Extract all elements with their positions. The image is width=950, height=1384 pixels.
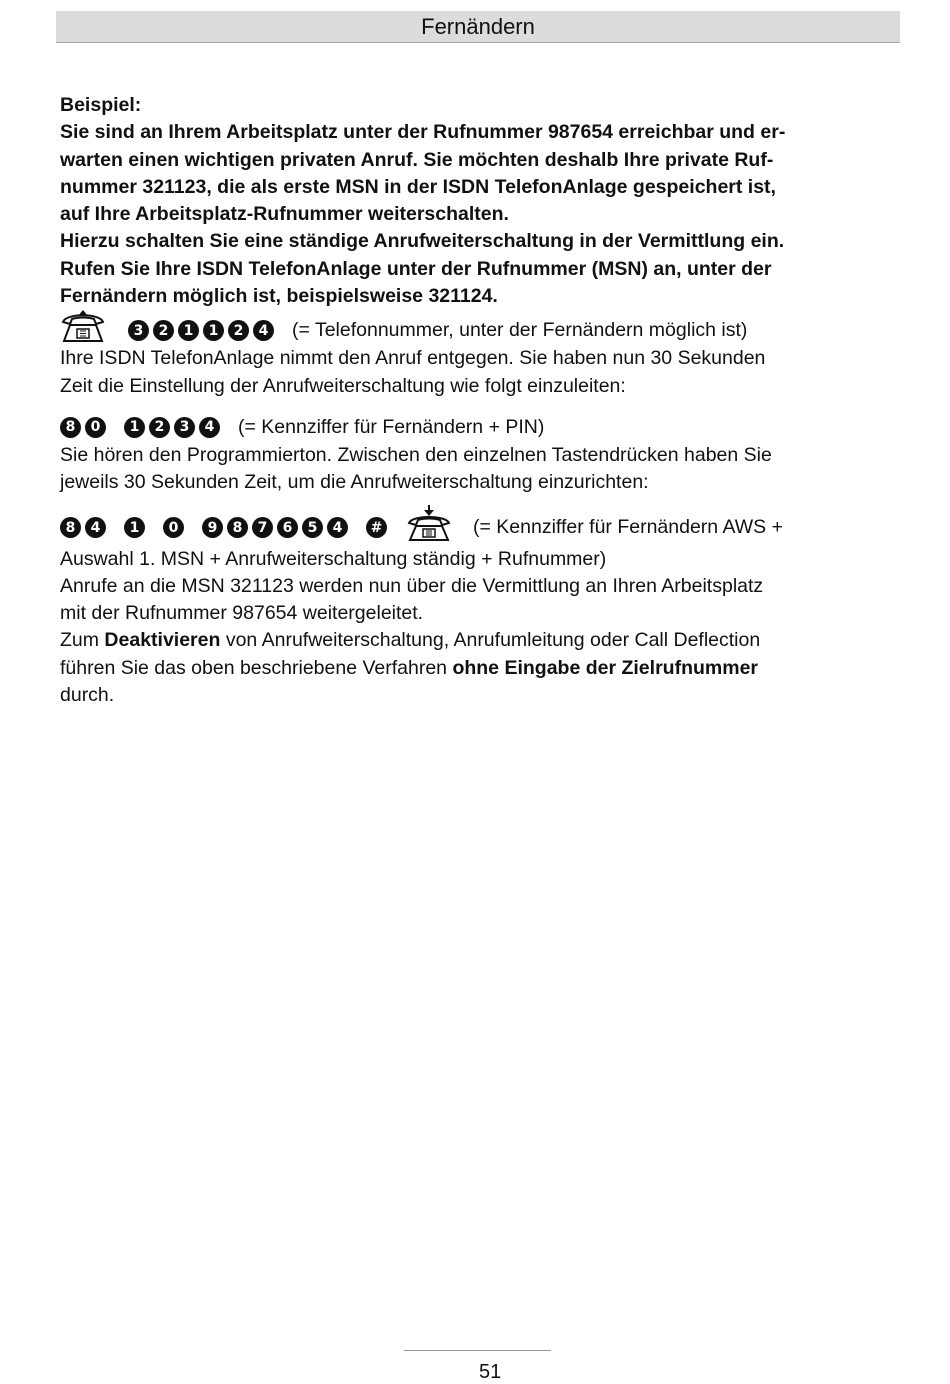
keypad-key: 2: [149, 417, 170, 438]
keypad-key: 2: [228, 320, 249, 341]
example-line-1: Sie sind an Ihrem Arbeitsplatz unter der Rufnummer 987654 erreichbar und er-: [60, 121, 786, 144]
keypad-key: 7: [252, 517, 273, 538]
step3-line-1: Auswahl 1. MSN + Anrufweiterschaltung ständig + Rufnummer): [60, 547, 607, 570]
keypad-key: 4: [199, 417, 220, 438]
step1-line-1: Ihre ISDN TelefonAnlage nimmt den Anruf entgegen. Sie haben nun 30 Sekunden: [60, 347, 766, 370]
step1-note: (= Telefonnummer, unter der Fernändern möglich ist): [292, 319, 748, 342]
keypad-key-hash: #: [366, 517, 387, 538]
deactivate-pre: Zum: [60, 629, 105, 652]
keypad-key: 0: [85, 417, 106, 438]
keypad-key: 8: [60, 517, 81, 538]
step3-line-3: mit der Rufnummer 987654 weitergeleitet.: [60, 602, 424, 625]
keypad-key: 2: [153, 320, 174, 341]
example-line-3: nummer 321123, die als erste MSN in der ISDN TelefonAnlage gespeichert ist,: [60, 175, 776, 198]
keypad-key: 6: [277, 517, 298, 538]
deactivate-line-1: [60, 627, 895, 654]
deactivate-mid: von Anrufweiterschaltung, Anrufumleitung oder Call Deflection: [220, 629, 761, 652]
step3-line-2: Anrufe an die MSN 321123 werden nun über die Vermittlung an Ihren Arbeitsplatz: [60, 574, 764, 597]
keypad-key: 1: [124, 517, 145, 538]
page-header-title: Fernändern: [421, 14, 535, 39]
step2-line-1: Sie hören den Programmierton. Zwischen den einzelnen Tastendrücken haben Sie: [60, 443, 772, 466]
page-content: [60, 92, 895, 709]
keypad-key: 1: [178, 320, 199, 341]
keypad-key: 9: [202, 517, 223, 538]
keypad-key: 5: [302, 517, 323, 538]
page-header: [56, 11, 900, 43]
step3-sequence: [60, 510, 895, 546]
phone-hangup-handset-icon: [405, 505, 453, 549]
deactivate-line-3: durch.: [60, 684, 115, 707]
keypad-key: 3: [128, 320, 149, 341]
keypad-key: 0: [163, 517, 184, 538]
deactivate-line-2: [60, 655, 895, 682]
keypad-key: 4: [253, 320, 274, 341]
example-line-7: Fernändern möglich ist, beispielsweise 321124.: [60, 285, 498, 308]
example-label: Beispiel:: [60, 94, 142, 116]
step2-line-2: jeweils 30 Sekunden Zeit, um die Anrufweiterschaltung einzurichten:: [60, 471, 649, 494]
example-line-6: Rufen Sie Ihre ISDN TelefonAnlage unter der Rufnummer (MSN) an, unter der: [60, 257, 772, 280]
step2-sequence: [60, 413, 895, 442]
page-number: 51: [479, 1361, 502, 1383]
deactivate-bold-1: Deaktivieren: [104, 629, 221, 652]
keypad-key: 8: [227, 517, 248, 538]
step3-note: (= Kennziffer für Fernändern AWS +: [473, 515, 783, 538]
example-line-2: warten einen wichtigen privaten Anruf. Sie möchten deshalb Ihre private Ruf-: [60, 148, 774, 171]
footer-divider: [404, 1350, 551, 1351]
example-line-5: Hierzu schalten Sie eine ständige Anrufweiterschaltung in der Vermittlung ein.: [60, 230, 785, 253]
keypad-key: 4: [327, 517, 348, 538]
keypad-key: 4: [85, 517, 106, 538]
step2-note: (= Kennziffer für Fernändern + PIN): [238, 415, 545, 438]
step1-sequence: [60, 316, 895, 345]
example-line-4: auf Ihre Arbeitsplatz-Rufnummer weiterschalten.: [60, 203, 509, 226]
keypad-key: 1: [124, 417, 145, 438]
deactivate-bold-2: ohne Eingabe der Zielrufnummer: [452, 656, 758, 679]
keypad-key: 3: [174, 417, 195, 438]
deactivate-line2-pre: führen Sie das oben beschriebene Verfahren: [60, 656, 453, 679]
keypad-key: 1: [203, 320, 224, 341]
keypad-key: 8: [60, 417, 81, 438]
step1-line-2: Zeit die Einstellung der Anrufweiterschaltung wie folgt einzuleiten:: [60, 374, 626, 397]
